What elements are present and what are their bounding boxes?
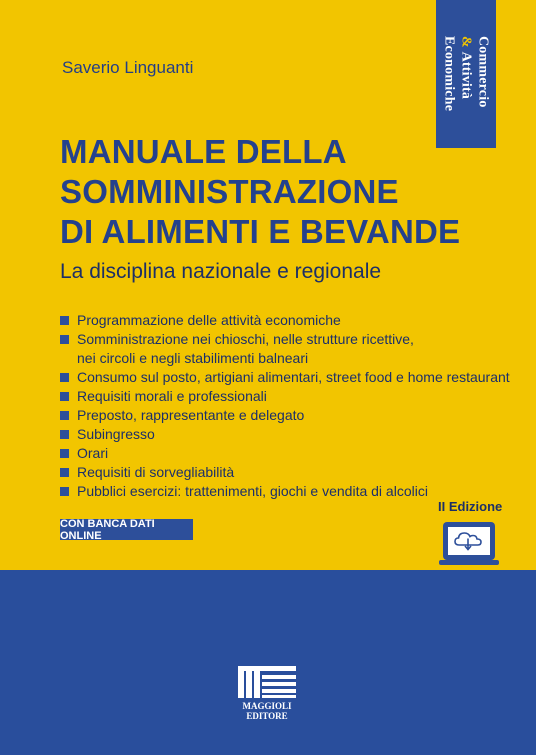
topic-text: Programmazione delle attività economiche [77, 312, 341, 328]
series-line-2-text: Attività [458, 52, 474, 100]
topics-list [60, 311, 510, 501]
topic-text: Requisiti di sorvegliabilità [77, 464, 235, 480]
topic-text: Requisiti morali e professionali [77, 388, 267, 404]
book-subtitle: La disciplina nazionale e regionale [60, 260, 382, 283]
topic-text: Preposto, rappresentante e delegato [77, 407, 305, 423]
series-line-3: Economiche [441, 36, 457, 112]
title-line-3: DI ALIMENTI E BEVANDE [60, 213, 461, 250]
online-database-badge: CON BANCA DATI ONLINE [60, 519, 193, 540]
topic-item [60, 406, 510, 425]
bullet-square-icon [60, 468, 69, 477]
bullet-square-icon [60, 335, 69, 344]
author-name: Saverio Linguanti [62, 58, 194, 77]
series-line-2 [458, 36, 475, 111]
topic-item [60, 387, 510, 406]
topic-text: Orari [77, 445, 109, 461]
series-label [436, 0, 496, 148]
topic-item [60, 463, 510, 482]
series-line-1: Commercio [475, 36, 491, 108]
publisher-logo [232, 662, 302, 722]
topic-item [60, 425, 510, 444]
topic-item [60, 311, 510, 330]
laptop-cloud-download-icon [439, 521, 499, 567]
bullet-square-icon [60, 316, 69, 325]
topic-text: Subingresso [77, 426, 155, 442]
bullet-square-icon [60, 487, 69, 496]
topic-text: Pubblici esercizi: trattenimenti, giochi e vendita di alcolici [77, 483, 428, 499]
topic-item [60, 368, 510, 387]
series-ampersand: & [458, 36, 474, 49]
bullet-square-icon [60, 430, 69, 439]
topic-item [60, 444, 510, 463]
topic-text-continued: nei circoli e negli stabilimenti balneari [77, 350, 309, 366]
maggioli-logo-icon [232, 662, 302, 700]
topic-text: Somministrazione nei chioschi, nelle strutture ricettive, [77, 331, 414, 347]
publisher-subname: EDITORE [246, 711, 288, 721]
book-title [60, 132, 461, 252]
title-line-2: SOMMINISTRAZIONE [60, 173, 399, 210]
bullet-square-icon [60, 392, 69, 401]
publisher-name: MAGGIOLI [242, 701, 292, 711]
title-line-1: MANUALE DELLA [60, 133, 347, 170]
topic-text: Consumo sul posto, artigiani alimentari, street food e home restaurant [77, 369, 510, 385]
bullet-square-icon [60, 411, 69, 420]
bullet-square-icon [60, 449, 69, 458]
series-band [436, 0, 496, 148]
edition-label: II Edizione [438, 499, 503, 514]
bullet-square-icon [60, 373, 69, 382]
topic-item [60, 330, 510, 368]
